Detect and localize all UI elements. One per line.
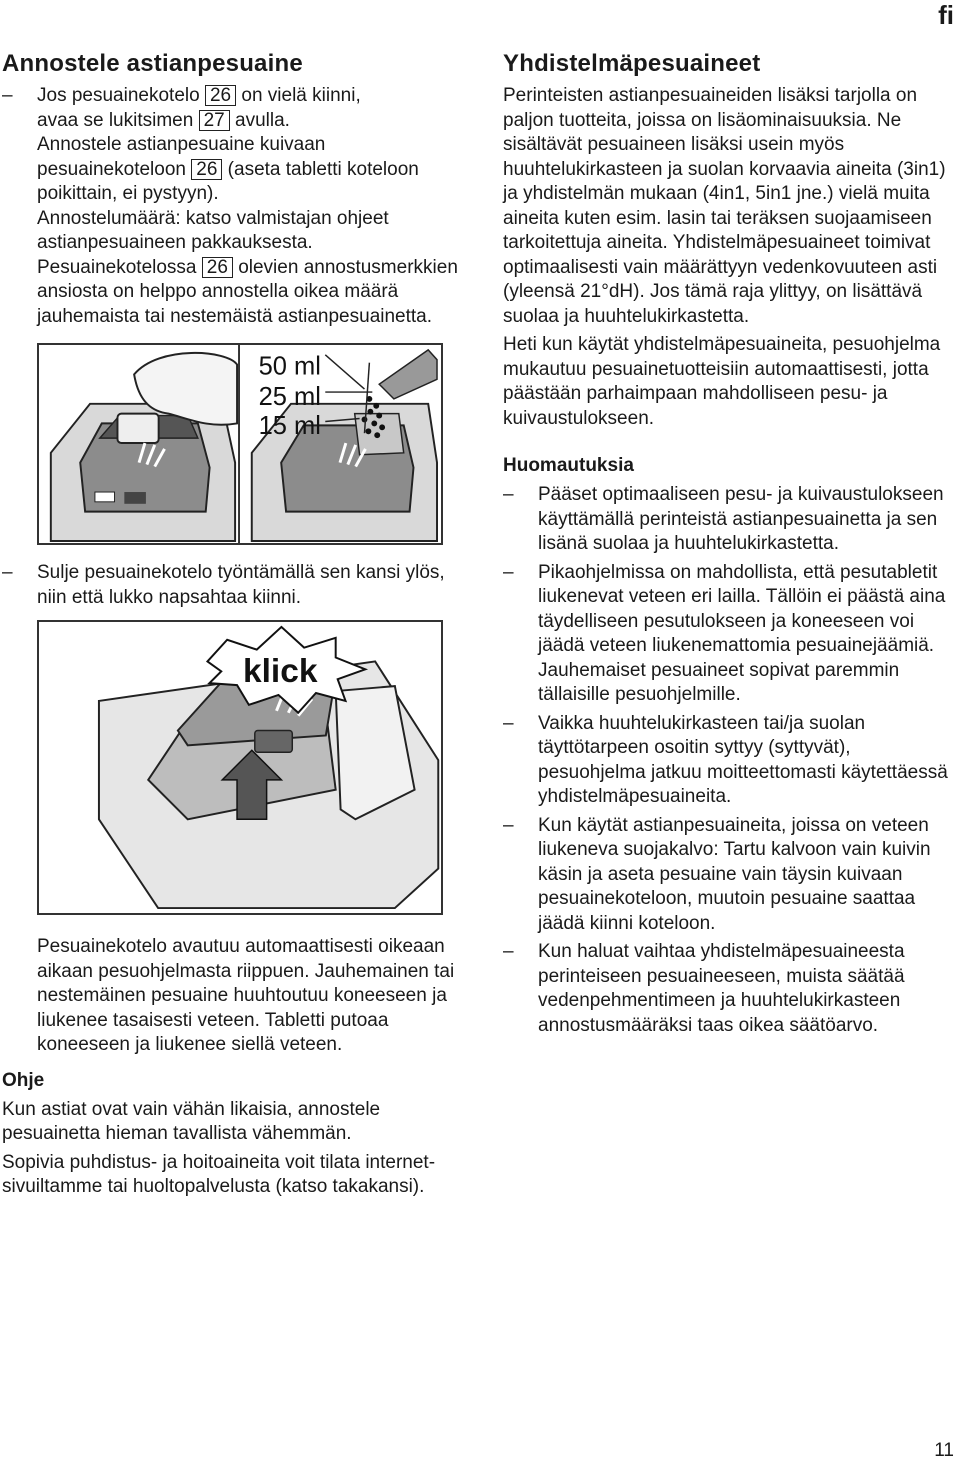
dash-marker: –	[503, 814, 514, 836]
note-item	[503, 561, 958, 708]
para1-text-b: (aseta tabletti koteloon poikittain, ei pystyyn).	[37, 158, 419, 204]
dosing-paragraph-3	[2, 256, 467, 330]
note-title: Ohje	[2, 1069, 45, 1091]
dash-marker: –	[503, 941, 514, 962]
dash-marker: –	[503, 712, 514, 734]
note-paragraph-1: Kun astiat ovat vain vähän likaisia, annostele pesuainetta hieman tavallista vähemmän.	[2, 1098, 381, 1144]
step-close-dispenser	[2, 561, 467, 610]
dosage-label-25ml: 25 ml	[258, 382, 321, 411]
step-open-dispenser	[2, 84, 467, 133]
step1-text-a: Jos pesuainekotelo	[37, 85, 200, 106]
dosing-paragraph-2: Annostelumäärä: katso valmistajan ohjeet astianpesuaineen pakkauksesta.	[37, 207, 389, 253]
note-item	[503, 483, 958, 557]
note-item	[503, 814, 958, 937]
dash-marker: –	[503, 484, 514, 505]
note-item-text: Pääset optimaaliseen pesu- ja kuivaustulokseen käyttämällä perinteistä astianpesuainetta ja sen lisänä suolaa ja huuhtelukirkastetta.	[538, 484, 944, 554]
step1-text-c: avaa se lukitsimen	[37, 109, 194, 131]
para3-text-b: olevien annostusmerkkien ansiosta on helppo annostella oikea määrä jauhemaista tai nestemäistä astianpesuainetta.	[37, 256, 458, 327]
step1-text-d: avulla.	[235, 109, 290, 131]
dash-marker: –	[2, 562, 13, 583]
ref-box-26: 26	[205, 85, 236, 106]
dosage-label-50ml: 50 ml	[258, 352, 321, 381]
note-item-text: Vaikka huuhtelukirkasteen tai/ja suolan täyttötarpeen osoitin syttyy (syttyvät), pesuohjelma jatkuu moitteettomasti käytettäessä yhdistelmäpesuaineita.	[538, 712, 948, 807]
para3-text-a: Pesuainekotelossa	[37, 256, 197, 278]
note-item-text: Pikaohjelmissa on mahdollista, että pesutabletit liukenevat veteen eri lailla. Tällöin ei päästä aina täydelliseen pesutulokseen ja koneeseen voi jäädä veteen liukenemattomia pesuainejäämiä. Jauhemaiset pesuaineet sopivat paremmin tällaisille pesuohjelmille.	[538, 561, 946, 705]
ref-box-26: 26	[191, 159, 222, 180]
note-item	[503, 712, 958, 810]
combination-paragraph-1: Perinteisten astianpesuaineiden lisäksi tarjolla on paljon tuotteita, joissa on lisäominaisuuksia. Ne sisältävät pesuaineen lisäksi usein myös huuhtelukirkasteen ja suolan korvaavia aineita (3in1) ja yhdistelmän mukaan (4in1, 5in1 jne.) vielä muita aineita kuten esim. lasin tai teräksen suojaamiseen tarkoitettuja aineita. Yhdistelmäpesuaineet toimivat optimaalisesti vain määrättyyn vedenkovuuteen asti (yleensä 21°dH). Jos tämä raja ylittyy, on lisättävä suolaa ja huuhtelukirkastetta.	[503, 85, 946, 327]
step2-text: Sulje pesuainekotelo työntämällä sen kansi ylös, niin että lukko napsahtaa kiinni.	[37, 562, 445, 608]
right-column	[503, 50, 958, 1038]
note-item	[503, 940, 958, 1038]
dosage-label-15ml: 15 ml	[258, 412, 321, 441]
ref-box-26: 26	[202, 257, 233, 278]
dispenser-close-illustration	[37, 620, 443, 915]
note-item-text: Kun haluat vaihtaa yhdistelmäpesuaineesta perinteiseen pesuaineeseen, muista säätää vedenpehmentimeen ja huuhtelukirkasteen annostusmääräksi taas oikea säätöarvo.	[538, 941, 905, 1036]
dash-marker: –	[503, 561, 514, 583]
left-column	[2, 50, 467, 1200]
section-title-dosing: Annostele astianpesuaine	[2, 50, 303, 77]
klick-label: klick	[242, 653, 318, 691]
dispenser-dosage-illustration	[37, 343, 443, 545]
dosing-paragraph-1	[2, 133, 467, 207]
page-number: 11	[934, 1440, 954, 1461]
ref-box-27: 27	[199, 110, 230, 131]
combination-paragraph-2: Heti kun käytät yhdistelmäpesuaineita, pesuohjelma mukautuu pesuainetuotteisiin automaattisesti, jotta päästään parhaimpaan mahdolliseen pesu- ja kuivaustulokseen.	[503, 334, 941, 429]
notes-title: Huomautuksia	[503, 455, 634, 476]
note-paragraph-2: Sopivia puhdistus- ja hoitoaineita voit tilata internet-sivuiltamme tai huoltopalvelusta (katso takakansi).	[2, 1151, 436, 1197]
para1-text-a: Annostele astianpesuaine kuivaan pesuainekoteloon	[37, 134, 326, 180]
language-tag: fi	[938, 0, 954, 30]
note-item-text: Kun käytät astianpesuaineita, joissa on veteen liukeneva suojakalvo: Tartu kalvoon vain kuivin käsin ja aseta pesuaine vain täysin kuivaan pesuainekoteloon, muutoin pesuaine saattaa jäädä kiinni koteloon.	[538, 814, 931, 934]
dash-marker: –	[2, 85, 13, 106]
section-title-combination-detergents: Yhdistelmäpesuaineet	[503, 50, 761, 77]
auto-open-paragraph: Pesuainekotelo avautuu automaattisesti oikeaan aikaan pesuohjelmasta riippuen. Jauhemainen tai nestemäinen pesuaine huuhtoutuu koneeseen ja liukenee tasaisesti veteen. Tabletti putoaa koneeseen ja liukenee siellä veteen.	[37, 936, 455, 1055]
step1-text-b: on vielä kiinni,	[241, 85, 361, 106]
